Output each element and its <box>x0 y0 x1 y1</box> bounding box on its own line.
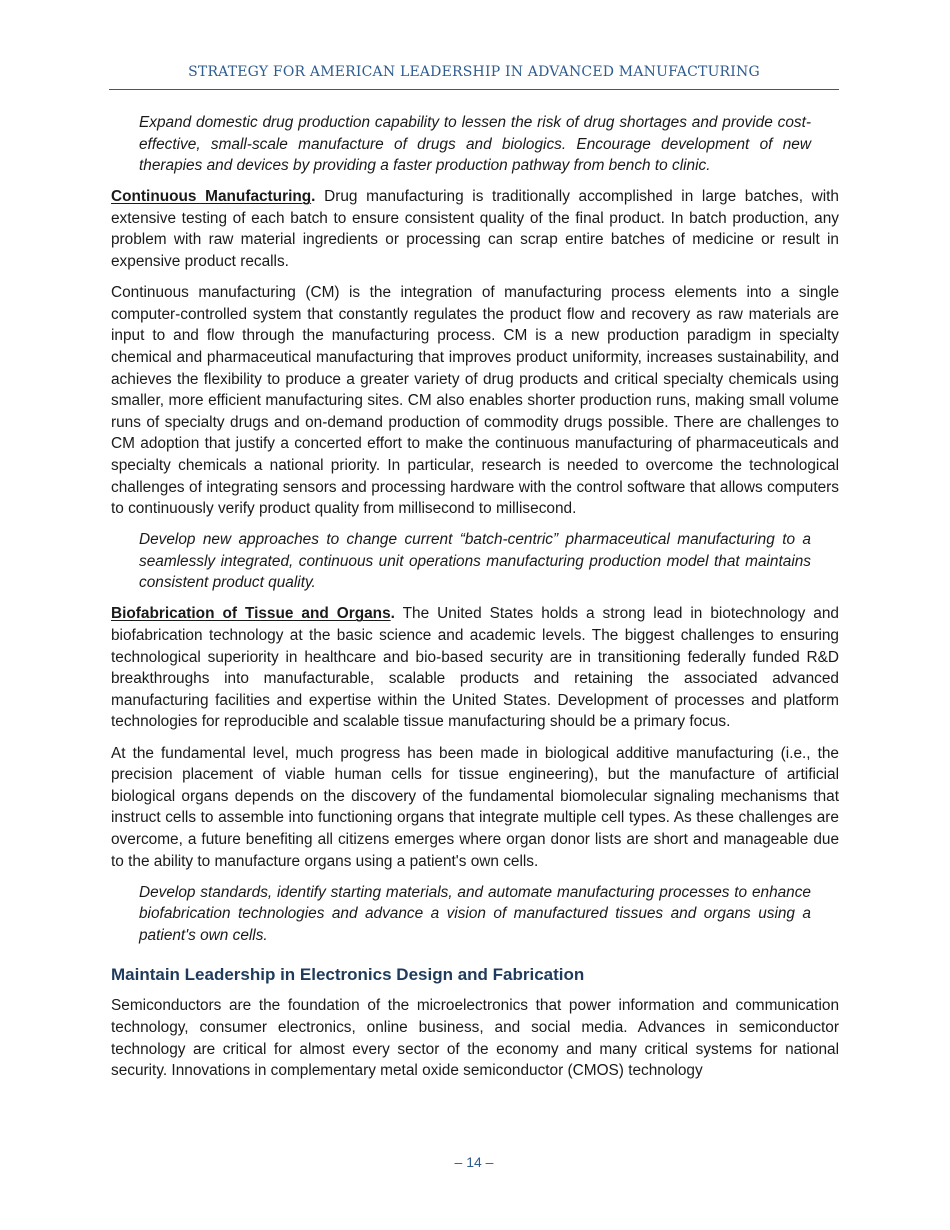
page-body <box>111 112 839 1082</box>
section-heading-electronics: Maintain Leadership in Electronics Design and Fabrication <box>111 965 585 985</box>
paragraph-continuous-manufacturing-detail: Continuous manufacturing (CM) is the integration of manufacturing process elements into a single computer-controlled system that constantly regulates the product flow and recovery as raw materials are input to and flow through the manufacturing process. CM is a new production paradigm in specialty chemical and pharmaceutical manufacturing that improves product uniformity, increases sustainability, and achieves the flexibility to produce a greater variety of drug products and critical specialty chemicals using smaller, more efficient manufacturing sites. CM also enables shorter production runs, making small volume runs of specialty drugs and on-demand production of commodity drugs possible. There are challenges to CM adoption that justify a concerted effort to make the continuous manufacturing of pharmaceuticals and specialty chemicals a national priority. In particular, research is needed to overcome the technological challenges of integrating sensors and processing hardware with the control software that allows computers to continuously verify product quality from millisecond to millisecond. <box>111 284 839 518</box>
paragraph-continuous-manufacturing-intro <box>111 186 839 272</box>
paragraph-text: The United States holds a strong lead in biotechnology and biofabrication technology at the basic science and academic levels. The biggest challenges to ensuring technological superiority in healthcare and bio-based security are in transitioning federally funded R&D breakthroughs into manufacturable, scalable products and retaining the associated advanced manufacturing facilities and expertise within the United States. Development of processes and platform technologies for reproducible and scalable tissue manufacturing should be a primary focus. <box>111 605 839 731</box>
lead-in-punct: . <box>311 188 316 206</box>
header-divider <box>109 89 839 90</box>
lead-in-title: Biofabrication of Tissue and Organs <box>111 605 391 623</box>
paragraph-text: Drug manufacturing is traditionally accomplished in large batches, with extensive testing of each batch to ensure consistent quality of the final product. In batch production, any problem with raw material ingredients or processing can scrap entire batches of medicine or result in expensive product recalls. <box>111 188 839 271</box>
callout-batch-centric: Develop new approaches to change current “batch-centric” pharmaceutical manufacturing to a seamlessly integrated, continuous unit operations manufacturing production model that maintains consistent product quality. <box>139 531 811 592</box>
paragraph-biofabrication-intro <box>111 603 839 733</box>
callout-biofabrication-standards: Develop standards, identify starting materials, and automate manufacturing processes to enhance biofabrication technologies and advance a vision of manufactured tissues and organs using a patient's own cells. <box>139 883 811 944</box>
document-page <box>111 0 839 1230</box>
paragraph-biofabrication-detail: At the fundamental level, much progress has been made in biological additive manufacturing (i.e., the precision placement of viable human cells for tissue engineering), but the manufacture of artificial biological organs depends on the discovery of the fundamental biomolecular signaling mechanisms that instruct cells to assemble into functioning organs that integrate multiple cell types. As these challenges are overcome, a future benefiting all citizens emerges where organ donor lists are short and manageable due to the ability to manufacture organs using a patient's own cells. <box>111 744 839 870</box>
lead-in-biofabrication <box>111 605 395 622</box>
running-header: STRATEGY FOR AMERICAN LEADERSHIP IN ADVANCED MANUFACTURING <box>188 64 760 80</box>
paragraph-semiconductors: Semiconductors are the foundation of the microelectronics that power information and communication technology, consumer electronics, online business, and social media. Advances in semiconductor technology are critical for almost every sector of the economy and many critical systems for national security. Innovations in complementary metal oxide semiconductor (CMOS) technology <box>111 997 839 1080</box>
lead-in-title: Continuous Manufacturing <box>111 188 312 206</box>
lead-in-punct: . <box>390 605 395 623</box>
lead-in-continuous-manufacturing <box>111 188 315 205</box>
callout-drug-production: Expand domestic drug production capability to lessen the risk of drug shortages and provide cost-effective, small-scale manufacture of drugs and biologics. Encourage development of new therapies and devices by providing a faster production pathway from bench to clinic. <box>139 114 811 175</box>
page-number: – 14 – <box>454 1154 494 1170</box>
